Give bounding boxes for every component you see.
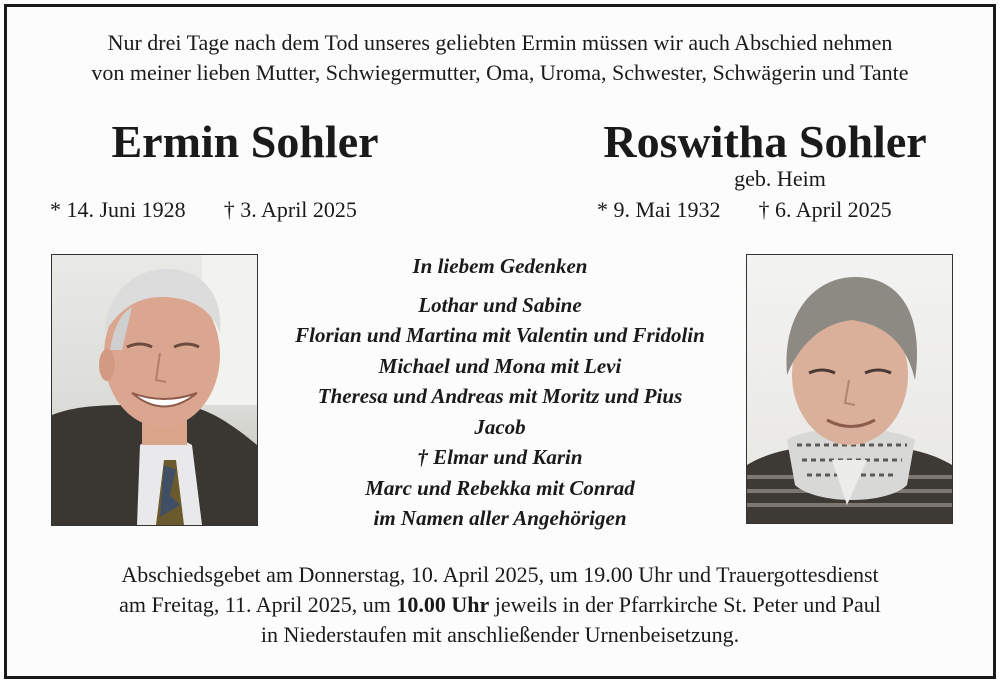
mourner-line: Michael und Mona mit Levi [378,353,622,378]
service-line-3: in Niederstaufen mit anschließender Urnenbeisetzung. [260,622,740,647]
portrait-ermin [51,254,258,526]
death-date-roswitha: † 6. April 2025 [758,197,892,222]
dates-roswitha [597,195,892,225]
mourner-line: Theresa und Andreas mit Moritz und Pius [317,384,683,408]
dates-ermin [50,195,357,225]
service-time-emphasis: 10.00 Uhr [396,592,490,617]
service-line-2 [0,590,1000,620]
deceased-name-roswitha: Roswitha Sohler [603,116,927,167]
death-date-ermin: † 3. April 2025 [223,197,357,222]
mourners-heading: In liebem Gedenken [412,254,588,278]
service-line-2-start: am Freitag, 11. April 2025, um [119,592,397,617]
mourner-line: † Elmar und Karin [417,445,583,469]
mourner-line: Lothar und Sabine [418,292,582,317]
service-details [0,560,1000,650]
mourner-line: im Namen aller Angehörigen [373,506,627,530]
portrait-ermin-illustration [52,255,257,525]
birth-date-roswitha: * 9. Mai 1932 [597,197,721,222]
intro-line-2: von meiner lieben Mutter, Schwiegermutter, Oma, Uroma, Schwester, Schwägerin und Tante [91,60,909,85]
service-line-2-end: jeweils in der Pfarrkirche St. Peter und Paul [489,592,881,617]
birth-date-ermin: * 14. Juni 1928 [50,197,186,222]
service-line-1: Abschiedsgebet am Donnerstag, 10. April 2025, um 19.00 Uhr und Trauergottesdienst [121,562,879,587]
mourners-list [265,251,735,534]
deceased-name-ermin: Ermin Sohler [111,116,379,167]
intro-line-1: Nur drei Tage nach dem Tod unseres geliebten Ermin müssen wir auch Abschied nehmen [107,30,893,55]
mourner-line: Florian und Martina mit Valentin und Fridolin [295,323,705,347]
mourner-line: Jacob [474,414,526,439]
portrait-roswitha-illustration [747,255,952,523]
mourner-line: Marc und Rebekka mit Conrad [365,475,635,500]
maiden-name: geb. Heim [734,166,826,191]
intro-text [0,28,1000,88]
portrait-roswitha [746,254,953,524]
